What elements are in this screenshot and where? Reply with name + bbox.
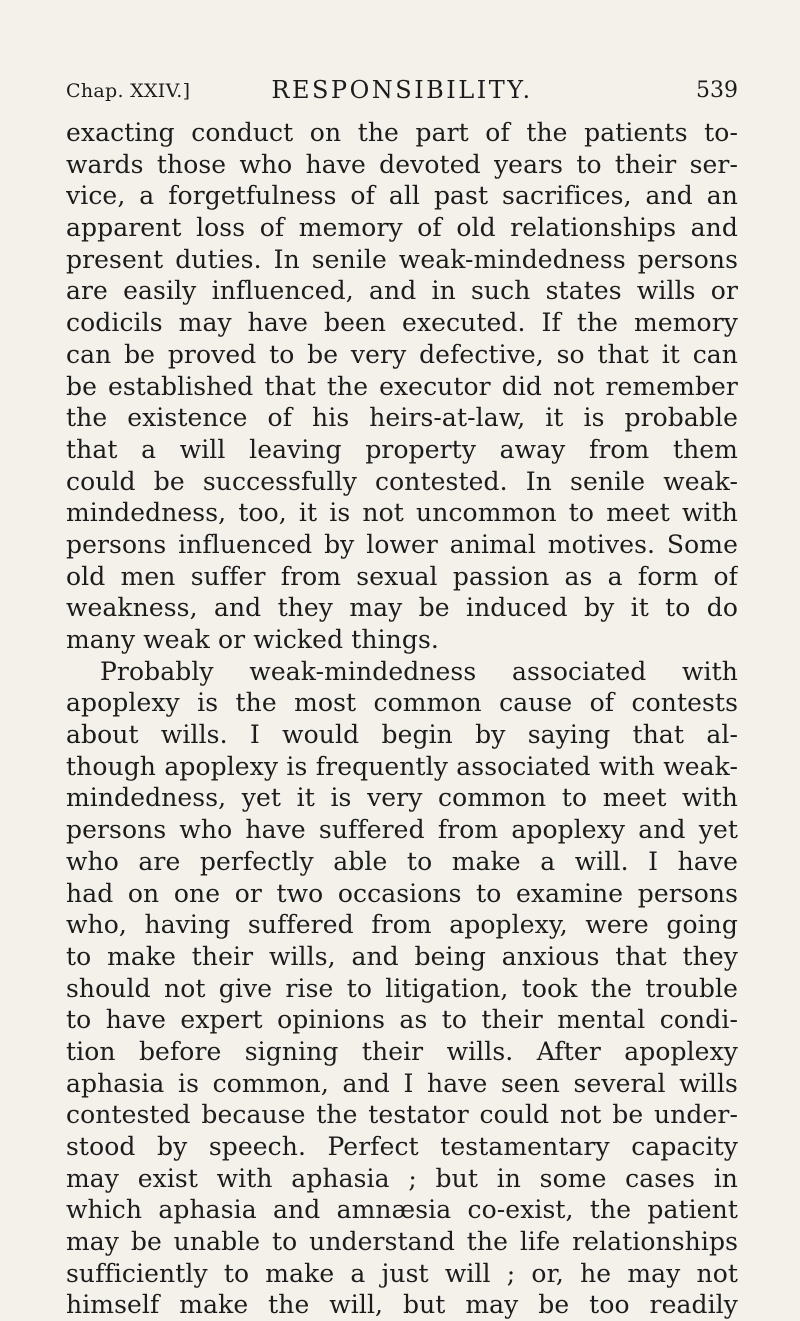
text-line: may be unable to understand the life relationships [66, 1227, 738, 1257]
text-line: can be proved to be very defective, so that it can [66, 339, 738, 369]
page-number: 539 [696, 78, 738, 103]
running-title: RESPONSIBILITY. [271, 76, 533, 104]
text-line: which aphasia and amnæsia co-exist, the patient [66, 1195, 738, 1225]
text-line: sufficiently to make a just will ; or, he may not [66, 1258, 738, 1288]
text-line: mindedness, too, it is not uncommon to meet with [66, 498, 738, 528]
text-line: be established that the executor did not remember [66, 371, 738, 401]
text-line: codicils may have been executed. If the memory [66, 308, 738, 338]
text-line: who are perfectly able to make a will. I have [66, 846, 738, 876]
text-line: exacting conduct on the part of the patients to- [66, 118, 738, 147]
chapter-label: Chap. XXIV.] [66, 80, 191, 102]
text-line: persons influenced by lower animal motives. Some [66, 529, 738, 559]
text-line: should not give rise to litigation, took the trouble [66, 973, 738, 1003]
text-line: had on one or two occasions to examine persons [66, 878, 738, 908]
text-line: mindedness, yet it is very common to meet with [66, 783, 738, 813]
text-line: who, having suffered from apoplexy, were going [66, 910, 738, 940]
text-line: present duties. In senile weak-mindedness persons [66, 244, 738, 274]
text-line: though apoplexy is frequently associated with weak- [66, 751, 738, 781]
text-line: that a will leaving property away from them [66, 434, 738, 464]
text-line: to have expert opinions as to their mental condi- [66, 1005, 738, 1035]
text-line: apparent loss of memory of old relationships and [66, 213, 738, 243]
text-line: old men suffer from sexual passion as a form of [66, 561, 738, 591]
text-line: could be successfully contested. In senile weak- [66, 466, 738, 496]
text-line: contested because the testator could not be under- [66, 1100, 738, 1130]
text-line: persons who have suffered from apoplexy and yet [66, 815, 738, 845]
text-line: vice, a forgetfulness of all past sacrifices, and an [66, 181, 738, 211]
text-line: apoplexy is the most common cause of contests [66, 688, 738, 718]
running-header [66, 76, 738, 110]
text-line: tion before signing their wills. After apoplexy [66, 1036, 738, 1066]
text-line: himself make the will, but may be too readily [66, 1290, 738, 1320]
paragraph-start-line: Probably weak-mindedness associated with [100, 656, 738, 686]
text-line: about wills. I would begin by saying that al- [66, 720, 738, 750]
text-line: wards those who have devoted years to their ser- [66, 149, 738, 179]
text-line: stood by speech. Perfect testamentary capacity [66, 1132, 738, 1161]
body-text [66, 117, 738, 1321]
text-line: are easily influenced, and in such states wills or [66, 276, 738, 306]
text-line: may exist with aphasia ; but in some cases in [66, 1163, 738, 1193]
text-line: many weak or wicked things. [66, 625, 439, 654]
text-line: to make their wills, and being anxious that they [66, 941, 738, 971]
text-line: weakness, and they may be induced by it to do [66, 593, 738, 623]
text-line: aphasia is common, and I have seen several wills [66, 1068, 738, 1098]
text-line: the existence of his heirs-at-law, it is probable [66, 403, 738, 433]
